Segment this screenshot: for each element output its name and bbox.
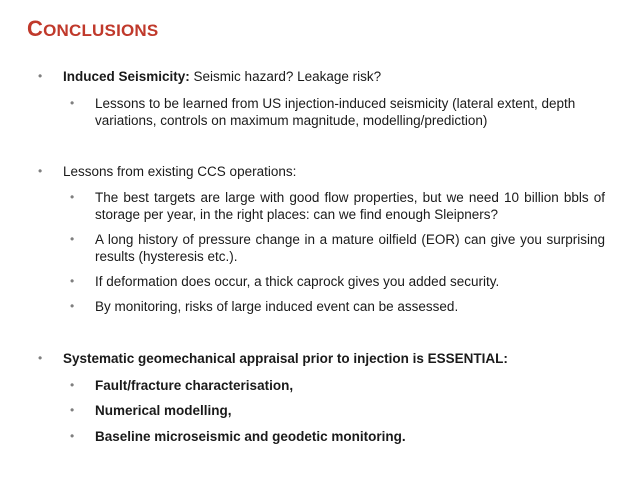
bullet-dot: • bbox=[70, 403, 75, 417]
induced-rest-text: Seismic hazard? Leakage risk? bbox=[189, 69, 382, 84]
bullet-dot: • bbox=[70, 274, 75, 288]
induced-bold-label: Induced Seismicity: bbox=[63, 69, 190, 84]
fault-text: Fault/fracture characterisation, bbox=[95, 378, 294, 393]
monitoring-text: By monitoring, risks of large induced event can be assessed. bbox=[95, 299, 459, 314]
title-first-letter: C bbox=[27, 16, 44, 41]
targets-text: The best targets are large with good flow properties, but we need 10 billion bbls of storage per year, in the right places: can we find enough Sleipners? bbox=[95, 190, 605, 222]
bullet-dot: • bbox=[70, 232, 75, 246]
bullet-dot: • bbox=[38, 69, 43, 83]
bullet-dot: • bbox=[70, 429, 75, 443]
numerical-text: Numerical modelling, bbox=[95, 403, 232, 418]
systematic-text: Systematic geomechanical appraisal prior to injection is ESSENTIAL: bbox=[63, 351, 508, 366]
history-text: A long history of pressure change in a mature oilfield (EOR) can give you surprising results (hysteresis etc.). bbox=[95, 232, 605, 264]
bullet-dot: • bbox=[70, 378, 75, 392]
baseline-text: Baseline microseismic and geodetic monitoring. bbox=[95, 429, 406, 444]
slide-title bbox=[27, 16, 158, 42]
bullet-dot: • bbox=[70, 96, 75, 110]
lessons-us-text: Lessons to be learned from US injection-induced seismicity (lateral extent, depth variations, controls on maximum magnitude, modelling/prediction) bbox=[95, 96, 576, 128]
title-rest: ONCLUSIONS bbox=[43, 21, 159, 40]
deformation-text: If deformation does occur, a thick caprock gives you added security. bbox=[95, 274, 500, 289]
bullet-dot: • bbox=[70, 299, 75, 313]
bullet-dot: • bbox=[38, 164, 43, 178]
bullet-dot: • bbox=[38, 351, 43, 365]
bullet-dot: • bbox=[70, 190, 75, 204]
lessons-ccs-text: Lessons from existing CCS operations: bbox=[63, 164, 297, 179]
